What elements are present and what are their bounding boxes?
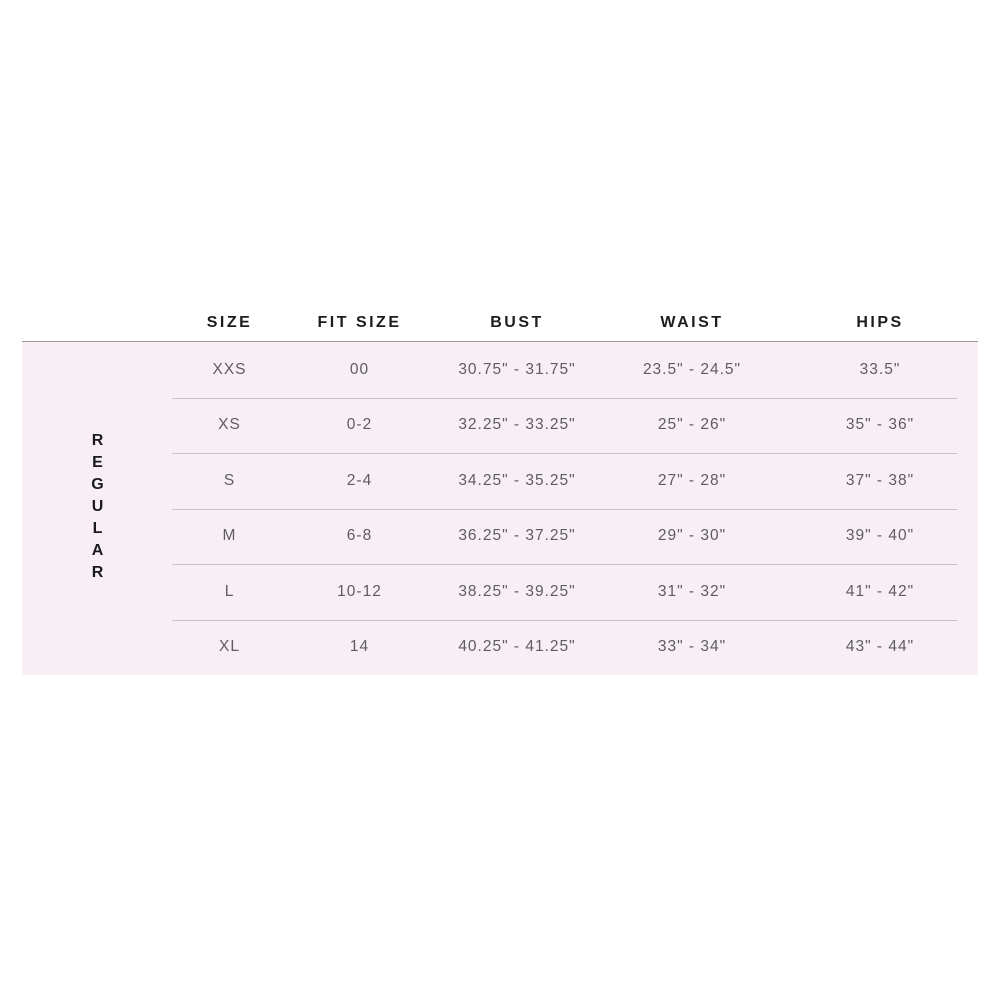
table-cell: 00 (349, 360, 370, 378)
table-cell: 25" - 26" (657, 416, 727, 434)
table-row (22, 342, 978, 398)
table-cell: M (222, 527, 237, 545)
table-cell: 32.25" - 33.25" (458, 416, 576, 434)
column-header: SIZE (206, 314, 253, 331)
table-cell: 29" - 30" (657, 527, 727, 545)
table-cell: XL (219, 638, 240, 656)
column-header: WAIST (660, 314, 724, 331)
table-cell: 40.25" - 41.25" (458, 638, 576, 656)
table-cell: 36.25" - 37.25" (458, 527, 576, 545)
row-group-label-text: REGULAR (89, 431, 106, 586)
table-cell: 30.75" - 31.75" (458, 360, 576, 378)
table-cell: 23.5" - 24.5" (642, 360, 742, 378)
table-cell: 37" - 38" (845, 471, 915, 489)
table-row (22, 620, 978, 676)
table-cell: 2-4 (346, 471, 373, 489)
table-cell: 34.25" - 35.25" (458, 471, 576, 489)
table-cell: 38.25" - 39.25" (458, 582, 576, 600)
column-header: BUST (490, 314, 544, 331)
table-cell: 39" - 40" (845, 527, 915, 545)
column-header: FIT SIZE (317, 314, 402, 331)
table-row (22, 453, 978, 509)
table-cell: 35" - 36" (845, 416, 915, 434)
table-cell: 27" - 28" (657, 471, 727, 489)
table-cell: 0-2 (346, 416, 373, 434)
table-cell: 41" - 42" (845, 582, 915, 600)
table-cell: 10-12 (337, 582, 382, 600)
table-cell: XS (218, 416, 241, 434)
size-chart-table (22, 305, 978, 675)
table-cell: 33.5" (859, 360, 901, 378)
table-cell: 6-8 (346, 527, 373, 545)
table-row (22, 509, 978, 565)
header-row (22, 305, 978, 342)
column-header: HIPS (856, 314, 904, 331)
table-cell: 14 (349, 638, 370, 656)
table-body (22, 342, 978, 675)
table-row (22, 398, 978, 454)
table-cell: L (224, 582, 235, 600)
table-cell: 43" - 44" (845, 638, 915, 656)
table-cell: S (223, 471, 236, 489)
table-cell: XXS (212, 360, 247, 378)
table-cell: 33" - 34" (657, 638, 727, 656)
table-row (22, 564, 978, 620)
table-cell: 31" - 32" (657, 582, 727, 600)
